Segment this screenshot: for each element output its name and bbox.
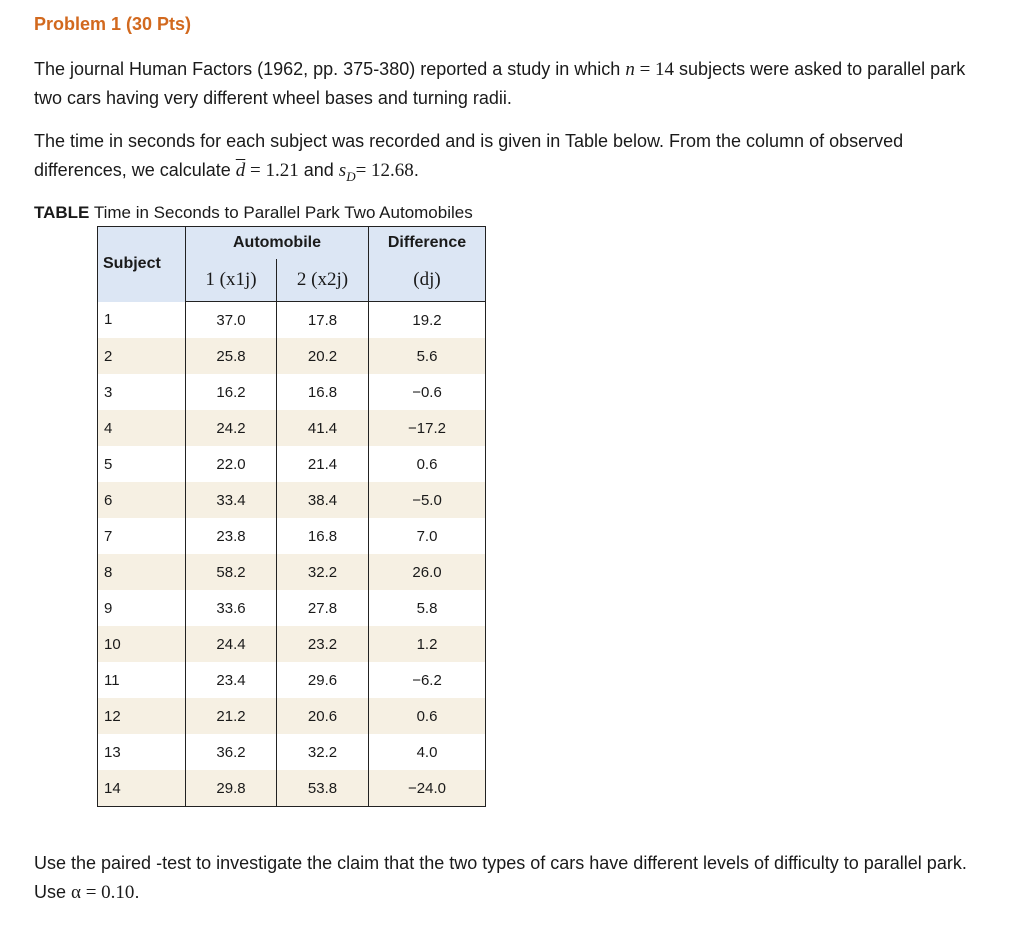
intro-text-a: The journal Human Factors (1962, pp. 375-380) reported a study in which — [34, 59, 626, 79]
question-text: Use the paired -test to investigate the claim that the two types of cars have different levels of difficulty to parallel park. Use — [34, 853, 967, 902]
question-paragraph: Use the paired -test to investigate the claim that the two types of cars have different levels of difficulty to parallel park. Use α = 0.10. — [34, 853, 967, 903]
observed-text-a: The time in seconds for each subject was recorded and is given in Table below. From the column of observed differences, we calculate — [34, 131, 904, 180]
table-row: 10 24.4 23.2 1.2 — [98, 626, 486, 662]
subheader-diff: (dj) — [369, 259, 486, 302]
table-row: 2 25.8 20.2 5.6 — [98, 338, 486, 374]
table-row: 12 21.2 20.6 0.6 — [98, 698, 486, 734]
table-row: 9 33.6 27.8 5.8 — [98, 590, 486, 626]
intro-paragraph — [34, 55, 994, 113]
table-row: 8 58.2 32.2 26.0 — [98, 554, 486, 590]
subheader-car1: 1 (x1j) — [186, 259, 277, 302]
subheader-car2: 2 (x2j) — [277, 259, 369, 302]
table-caption: TABLE Time in Seconds to Parallel Park Two Automobiles — [34, 203, 473, 222]
table-row: 3 16.2 16.8 −0.6 — [98, 374, 486, 410]
parking-times-table — [97, 226, 486, 807]
alpha-equation: α = 0.10 — [71, 882, 135, 903]
header-automobile: Automobile — [186, 227, 369, 260]
n-equation: n = 14 — [625, 59, 675, 80]
table-row: 5 22.0 21.4 0.6 — [98, 446, 486, 482]
table-row: 14 29.8 53.8 −24.0 — [98, 770, 486, 807]
dbar-equation: $\overline{d} = 1.21$ — [235, 160, 299, 181]
problem-title: Problem 1 (30 Pts) — [34, 14, 192, 34]
table-row: 1 37.0 17.8 19.2 — [98, 302, 486, 339]
table-row: 6 33.4 38.4 −5.0 — [98, 482, 486, 518]
table-row: 4 24.2 41.4 −17.2 — [98, 410, 486, 446]
intro-text-b: subjects were asked to parallel park two cars having very different wheel bases and turning radii. — [34, 59, 966, 108]
sd-equation: $s_D= 12.68$ — [338, 160, 414, 184]
header-subject: Subject — [98, 227, 186, 302]
table-row: 7 23.8 16.8 7.0 — [98, 518, 486, 554]
table-row: 11 23.4 29.6 −6.2 — [98, 662, 486, 698]
table-row: 13 36.2 32.2 4.0 — [98, 734, 486, 770]
header-difference: Difference — [369, 227, 486, 260]
observed-paragraph: The time in seconds for each subject was recorded and is given in Table below. From the column of observed differences, we calculate $\overline{d} = 1.21$ and $s_D= 12.68$. — [34, 131, 904, 184]
